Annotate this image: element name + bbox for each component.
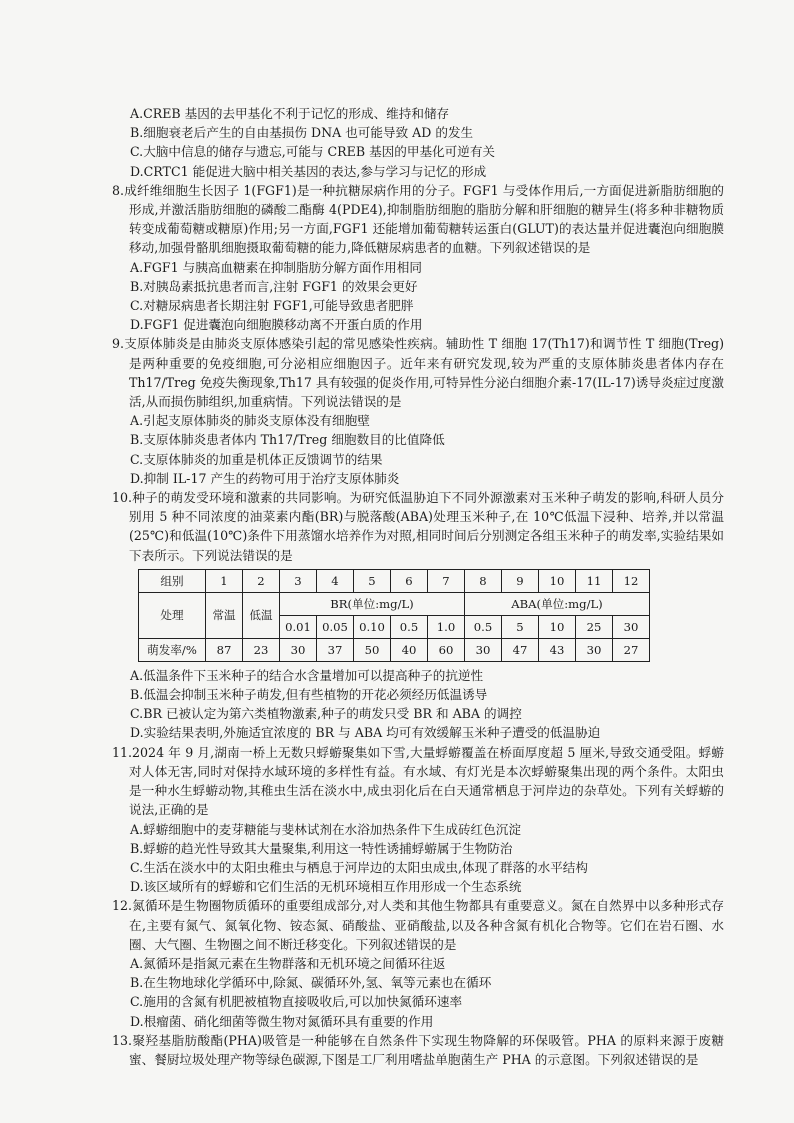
br-conc-cell: 0.05 <box>317 615 354 638</box>
group-cell: 1 <box>206 569 243 592</box>
q8-option-a[interactable]: A.FGF1 与胰高血糖素在抑制脂肪分解方面作用相同 <box>130 259 422 275</box>
q10-option-d[interactable]: D.实验结果表明,外施适宜浓度的 BR 与 ABA 均可有效缓解玉米种子遭受的低温胁迫 <box>130 725 601 741</box>
rate-cell: 30 <box>280 638 317 661</box>
rate-cell: 50 <box>354 638 391 661</box>
q12-stem: 12.氮循环是生物圈物质循环的重要组成部分,对人类和其他生物都具有重要意义。氮在自然界中以多种形式存在,主要有氮气、氮氧化物、铵态氮、硝酸盐、亚硝酸盐,以及各种含氮有机化合物等。它们在岩石圈、水圈、大气圈、生物圈之间不断迁移变化。下列叙述错误的是 <box>112 898 724 952</box>
group-cell: 9 <box>502 569 539 592</box>
q12-option-b[interactable]: B.在生物地球化学循环中,除氮、碳循环外,氢、氧等元素也在循环 <box>130 975 492 991</box>
q9-option-c[interactable]: C.支原体肺炎的加重是机体正反馈调节的结果 <box>130 451 383 467</box>
group-cell: 8 <box>465 569 502 592</box>
aba-conc-cell: 0.5 <box>465 615 502 638</box>
group-cell: 7 <box>428 569 465 592</box>
question-8 <box>112 181 724 335</box>
group-cell: 3 <box>280 569 317 592</box>
rate-cell: 27 <box>613 638 650 661</box>
question-12 <box>112 896 724 1030</box>
q11-option-a[interactable]: A.蜉蝣细胞中的麦芽糖能与斐林试剂在水浴加热条件下生成砖红色沉淀 <box>130 821 521 837</box>
q9-option-d[interactable]: D.抑制 IL-17 产生的药物可用于治疗支原体肺炎 <box>130 470 400 486</box>
br-conc-cell: 1.0 <box>428 615 465 638</box>
group-cell: 11 <box>576 569 613 592</box>
q9-stem: 9.支原体肺炎是由肺炎支原体感染引起的常见感染性疾病。辅助性 T 细胞 17(Th17)和调节性 T 细胞(Treg)是两种重要的免疫细胞,可分泌相应细胞因子。近年来有研究发现,较为严重的支原体肺炎患者体内存在 Th17/Treg 免疫失衡现象,Th17 具有较强的促炎作用,可特异性分泌白细胞介素-17(IL-17)诱导炎症过度激活,从而损伤肺组织,加重病情。下列说法错误的是 <box>112 336 724 410</box>
q7-options <box>112 104 724 181</box>
group-cell: 2 <box>243 569 280 592</box>
aba-conc-cell: 30 <box>613 615 650 638</box>
table-header-group: 组别 <box>139 569 206 592</box>
q11-option-b[interactable]: B.蜉蝣的趋光性导致其大量聚集,利用这一特性诱捕蜉蝣属于生物防治 <box>130 840 513 856</box>
q8-stem: 8.成纤维细胞生长因子 1(FGF1)是一种抗糖尿病作用的分子。FGF1 与受体作用后,一方面促进新脂肪细胞的形成,并激活脂肪细胞的磷酸二酯酶 4(PDE4),抑制脂肪细胞的脂肪分解和肝细胞的糖异生(将多种非糖物质转变成葡萄糖或糖原)作用;另一方面,FGF1 还能增加葡萄糖转运蛋白(GLUT)的表达量并促进囊泡向细胞膜移动,加强骨骼肌细胞摄取葡萄糖的能力,降低糖尿病患者的血糖。下列叙述错误的是 <box>112 182 724 256</box>
br-conc-cell: 0.01 <box>280 615 317 638</box>
q9-option-a[interactable]: A.引起支原体肺炎的肺炎支原体没有细胞壁 <box>130 413 370 429</box>
q10-option-c[interactable]: C.BR 已被认定为第六类植物激素,种子的萌发只受 BR 和 ABA 的调控 <box>130 706 522 722</box>
rate-cell: 30 <box>576 638 613 661</box>
q7-option-d[interactable]: D.CRTC1 能促进大脑中相关基因的表达,参与学习与记忆的形成 <box>130 163 487 179</box>
table-header-rate: 萌发率/% <box>139 638 206 661</box>
rate-cell: 43 <box>539 638 576 661</box>
q13-stem: 13.聚羟基脂肪酸酯(PHA)吸管是一种能够在自然条件下实现生物降解的环保吸管。PHA 的原料来源于废糖蜜、餐厨垃圾处理产物等绿色碳源,下图是工厂利用嗜盐单胞菌生产 PHA 的示意图。下列叙述错误的是 <box>112 1032 724 1067</box>
question-9 <box>112 334 724 488</box>
treatment-aba-header: ABA(单位:mg/L) <box>465 592 650 615</box>
aba-conc-cell: 25 <box>576 615 613 638</box>
q12-option-a[interactable]: A.氮循环是指氮元素在生物群落和无机环境之间循环往返 <box>130 955 446 971</box>
q11-option-d[interactable]: D.该区域所有的蜉蝣和它们生活的无机环境相互作用形成一个生态系统 <box>130 879 522 895</box>
q10-option-a[interactable]: A.低温条件下玉米种子的结合水含量增加可以提高种子的抗逆性 <box>130 667 484 683</box>
rate-cell: 40 <box>391 638 428 661</box>
q10-option-b[interactable]: B.低温会抑制玉米种子萌发,但有些植物的开花必须经历低温诱导 <box>130 687 488 703</box>
germination-table <box>138 569 650 662</box>
group-cell: 12 <box>613 569 650 592</box>
q12-option-c[interactable]: C.施用的含氮有机肥被植物直接吸收后,可以加快氮循环速率 <box>130 994 463 1010</box>
q8-option-d[interactable]: D.FGF1 促进囊泡向细胞膜移动离不开蛋白质的作用 <box>130 317 423 333</box>
rate-cell: 37 <box>317 638 354 661</box>
rate-cell: 23 <box>243 638 280 661</box>
q9-option-b[interactable]: B.支原体肺炎患者体内 Th17/Treg 细胞数目的比值降低 <box>130 432 445 448</box>
q7-option-b[interactable]: B.细胞衰老后产生的自由基损伤 DNA 也可能导致 AD 的发生 <box>130 125 474 141</box>
group-cell: 5 <box>354 569 391 592</box>
treatment-low-temp: 低温 <box>243 592 280 638</box>
rate-cell: 30 <box>465 638 502 661</box>
treatment-br-header: BR(单位:mg/L) <box>280 592 465 615</box>
table-row-treatment-header <box>139 592 650 615</box>
table-header-treatment: 处理 <box>139 592 206 638</box>
q11-option-c[interactable]: C.生活在淡水中的太阳虫稚虫与栖息于河岸边的太阳虫成虫,体现了群落的水平结构 <box>130 859 588 875</box>
br-conc-cell: 0.5 <box>391 615 428 638</box>
q7-option-a[interactable]: A.CREB 基因的去甲基化不利于记忆的形成、维持和储存 <box>130 106 450 121</box>
rate-cell: 47 <box>502 638 539 661</box>
rate-cell: 87 <box>206 638 243 661</box>
group-cell: 10 <box>539 569 576 592</box>
q12-option-d[interactable]: D.根瘤菌、硝化细菌等微生物对氮循环具有重要的作用 <box>130 1013 434 1029</box>
q8-option-c[interactable]: C.对糖尿病患者长期注射 FGF1,可能导致患者肥胖 <box>130 298 414 314</box>
br-conc-cell: 0.10 <box>354 615 391 638</box>
q11-stem: 11.2024 年 9 月,湖南一桥上无数只蜉蝣聚集如下雪,大量蜉蝣覆盖在桥面厚度超 5 厘米,导致交通受阻。蜉蝣对人体无害,同时对保持水域环境的多样性有益。有水域、有灯光是本次蜉蝣聚集出现的两个条件。太阳虫是一种水生蜉蝣动物,其稚虫生活在淡水中,成虫羽化后在白天通常栖息于河岸边的杂草处。下列有关蜉蝣的说法,正确的是 <box>112 744 724 818</box>
group-cell: 4 <box>317 569 354 592</box>
q8-option-b[interactable]: B.对胰岛素抵抗患者而言,注射 FGF1 的效果会更好 <box>130 278 418 294</box>
aba-conc-cell: 10 <box>539 615 576 638</box>
q10-stem: 10.种子的萌发受环境和激素的共同影响。为研究低温胁迫下不同外源激素对玉米种子萌发的影响,科研人员分别用 5 种不同浓度的油菜素内酯(BR)与脱落酸(ABA)处理玉米种子,在 10℃低温下浸种、培养,并以常温(25℃)和低温(10℃)条件下用蒸馏水培养作为对照,相同时间后分别测定各组玉米种子的萌发率,实验结果如下表所示。下列说法错误的是 <box>112 490 724 563</box>
question-11 <box>112 743 724 897</box>
table-row-rates <box>139 638 650 661</box>
group-cell: 6 <box>391 569 428 592</box>
question-13 <box>112 1031 724 1069</box>
treatment-normal-temp: 常温 <box>206 592 243 638</box>
rate-cell: 60 <box>428 638 465 661</box>
question-10 <box>112 488 724 743</box>
aba-conc-cell: 5 <box>502 615 539 638</box>
table-row-groups <box>139 569 650 592</box>
q7-option-c[interactable]: C.大脑中信息的储存与遗忘,可能与 CREB 基因的甲基化可逆有关 <box>130 144 496 160</box>
